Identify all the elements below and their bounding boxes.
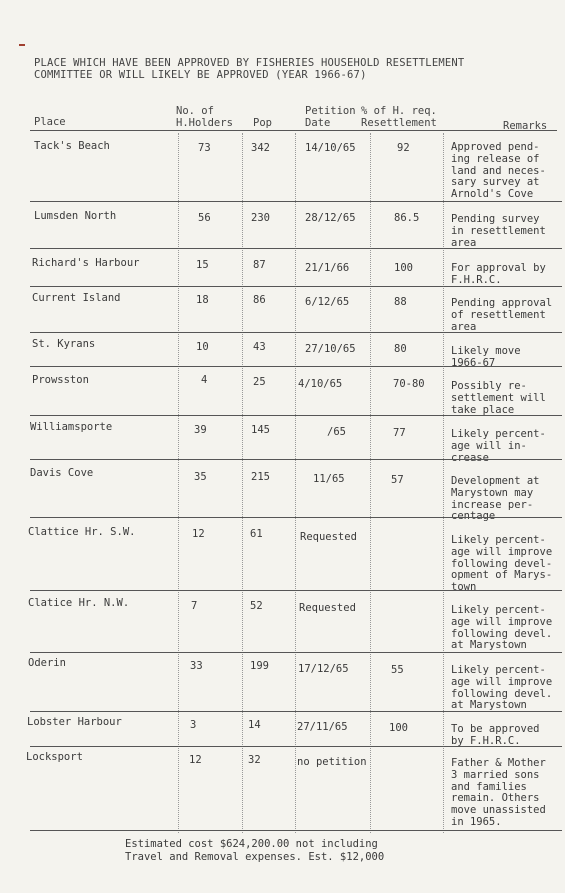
row-date: 4/10/65 bbox=[298, 378, 343, 390]
row-place: Locksport bbox=[26, 751, 83, 763]
row-rule bbox=[30, 286, 562, 287]
row-holders: 12 bbox=[189, 754, 202, 766]
row-remarks: Likely percent- age will improve following devel. at Marystown bbox=[451, 664, 553, 712]
row-pop: 14 bbox=[248, 719, 261, 731]
row-rule bbox=[30, 415, 562, 416]
column-divider bbox=[178, 133, 179, 833]
header-remarks: Remarks bbox=[503, 120, 548, 132]
row-rule bbox=[30, 201, 562, 202]
row-holders: 12 bbox=[192, 528, 205, 540]
row-pop: 145 bbox=[251, 424, 270, 436]
row-date: 27/10/65 bbox=[305, 343, 356, 355]
footer-line-2: Travel and Removal expenses. Est. $12,000 bbox=[125, 850, 385, 863]
row-remarks: Approved pend- ing release of land and neces- sary survey at Arnold's Cove bbox=[451, 141, 546, 201]
row-place: Davis Cove bbox=[30, 467, 94, 479]
title-line-2: COMMITTEE OR WILL LIKELY BE APPROVED (YEAR 1966-67) bbox=[34, 69, 367, 81]
row-pop: 25 bbox=[253, 376, 266, 388]
header-pop: Pop bbox=[253, 117, 272, 129]
row-date: no petition bbox=[297, 756, 367, 768]
row-date: 17/12/65 bbox=[298, 663, 349, 675]
row-rule bbox=[30, 711, 562, 712]
row-date: Requested bbox=[300, 531, 357, 543]
row-date: 27/11/65 bbox=[297, 721, 348, 733]
ink-mark bbox=[19, 44, 25, 46]
row-place: Clattice Hr. S.W. bbox=[28, 526, 136, 538]
row-date: 6/12/65 bbox=[305, 296, 350, 308]
column-divider bbox=[295, 133, 296, 833]
row-remarks: Pending survey in resettlement area bbox=[451, 213, 546, 249]
row-pop: 230 bbox=[251, 212, 270, 224]
row-rule bbox=[30, 517, 562, 518]
header-holders-line1: No. of bbox=[176, 105, 214, 117]
row-holders: 33 bbox=[190, 660, 203, 672]
row-pct: 100 bbox=[394, 262, 413, 274]
column-divider bbox=[242, 133, 243, 833]
row-holders: 39 bbox=[194, 424, 207, 436]
header-pct-line1: % of H. req. bbox=[361, 105, 437, 117]
header-pct-line2: Resettlement bbox=[361, 117, 437, 129]
row-pop: 61 bbox=[250, 528, 263, 540]
row-pct: 70-80 bbox=[393, 378, 425, 390]
row-remarks: For approval by F.H.R.C. bbox=[451, 262, 546, 286]
row-remarks: Development at Marystown may increase per- centage bbox=[451, 475, 540, 523]
row-holders: 15 bbox=[196, 259, 209, 271]
row-holders: 18 bbox=[196, 294, 209, 306]
row-place: Lumsden North bbox=[34, 210, 117, 222]
row-remarks: Possibly re- settlement will take place bbox=[451, 380, 546, 416]
row-place: Oderin bbox=[28, 657, 66, 669]
footer-line-1: Estimated cost $624,200.00 not including bbox=[125, 838, 378, 850]
row-date: 14/10/65 bbox=[305, 142, 356, 154]
row-place: Current Island bbox=[32, 292, 121, 304]
row-pct: 100 bbox=[389, 722, 408, 734]
column-divider bbox=[443, 133, 444, 833]
row-date: 21/1/66 bbox=[305, 262, 350, 274]
header-holders-line2: H.Holders bbox=[176, 117, 233, 129]
row-remarks: To be approved by F.H.R.C. bbox=[451, 723, 540, 747]
header-place: Place bbox=[34, 116, 66, 128]
row-remarks: Pending approval of resettlement area bbox=[451, 297, 553, 333]
row-place: Prowsston bbox=[32, 374, 89, 386]
row-pop: 43 bbox=[253, 341, 266, 353]
row-pop: 342 bbox=[251, 142, 270, 154]
row-place: Clatice Hr. N.W. bbox=[28, 597, 130, 609]
row-holders: 10 bbox=[196, 341, 209, 353]
document-title bbox=[34, 57, 464, 81]
row-holders: 3 bbox=[190, 719, 197, 731]
row-pct: 77 bbox=[393, 427, 406, 439]
row-pop: 32 bbox=[248, 754, 261, 766]
row-rule bbox=[30, 652, 562, 653]
row-rule bbox=[30, 332, 562, 333]
row-pop: 199 bbox=[250, 660, 269, 672]
row-rule bbox=[30, 830, 562, 831]
row-pop: 87 bbox=[253, 259, 266, 271]
row-remarks: Father & Mother 3 married sons and families remain. Others move unassisted in 1965. bbox=[451, 757, 546, 828]
row-remarks: Likely move 1966-67 bbox=[451, 345, 521, 369]
cost-estimate-note bbox=[125, 838, 384, 863]
column-divider bbox=[370, 133, 371, 833]
row-pct: 92 bbox=[397, 142, 410, 154]
row-holders: 35 bbox=[194, 471, 207, 483]
row-rule bbox=[30, 366, 562, 367]
row-pop: 52 bbox=[250, 600, 263, 612]
row-remarks: Likely percent- age will improve following devel- opment of Marys- town bbox=[451, 534, 553, 594]
row-holders: 4 bbox=[201, 374, 208, 386]
row-place: Williamsporte bbox=[30, 421, 113, 433]
row-holders: 73 bbox=[198, 142, 211, 154]
row-place: St. Kyrans bbox=[32, 338, 96, 350]
row-date: 11/65 bbox=[313, 473, 345, 485]
row-pct: 55 bbox=[391, 664, 404, 676]
row-rule bbox=[30, 248, 562, 249]
row-pop: 215 bbox=[251, 471, 270, 483]
row-pop: 86 bbox=[253, 294, 266, 306]
row-pct: 57 bbox=[391, 474, 404, 486]
row-rule bbox=[30, 746, 562, 747]
title-line-1: PLACE WHICH HAVE BEEN APPROVED BY FISHERIES HOUSEHOLD RESETTLEMENT bbox=[34, 57, 465, 69]
row-rule bbox=[30, 459, 562, 460]
header-date-line2: Date bbox=[305, 117, 331, 129]
row-place: Lobster Harbour bbox=[27, 716, 122, 728]
row-remarks: Likely percent- age will improve following devel. at Marystown bbox=[451, 604, 553, 652]
row-place: Tack's Beach bbox=[34, 140, 110, 152]
row-holders: 56 bbox=[198, 212, 211, 224]
row-date: 28/12/65 bbox=[305, 212, 356, 224]
row-date: Requested bbox=[299, 602, 356, 614]
header-rule bbox=[30, 130, 557, 131]
row-date: /65 bbox=[327, 426, 346, 438]
row-rule bbox=[30, 590, 562, 591]
header-date-line1: Petition bbox=[305, 105, 356, 117]
row-remarks: Likely percent- age will in- crease bbox=[451, 428, 546, 464]
row-pct: 86.5 bbox=[394, 212, 420, 224]
row-pct: 88 bbox=[394, 296, 407, 308]
row-place: Richard's Harbour bbox=[32, 257, 140, 269]
row-pct: 80 bbox=[394, 343, 407, 355]
row-holders: 7 bbox=[191, 600, 198, 612]
